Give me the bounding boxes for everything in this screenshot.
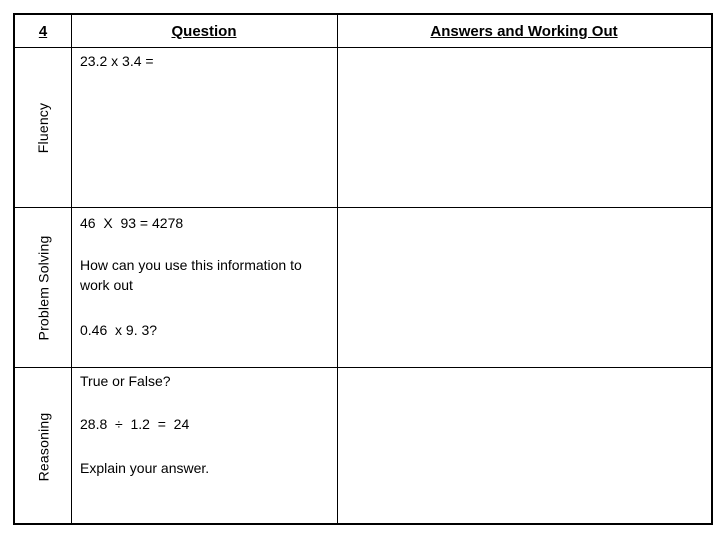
reasoning-label: Reasoning [35, 412, 52, 481]
row-label-fluency [15, 48, 72, 207]
reasoning-prompt: True or False? [80, 373, 171, 389]
question-number: 4 [38, 22, 48, 40]
row-label-problem-solving [15, 208, 72, 367]
header-divider [15, 47, 711, 48]
problem-solving-given: 46 X 93 = 4278 [80, 215, 184, 231]
question-column-header: Question [171, 22, 237, 40]
problem-solving-calculation: 0.46 x 9. 3? [80, 322, 158, 338]
fluency-label: Fluency [35, 102, 52, 153]
column-divider-2 [337, 15, 338, 523]
row-divider-1 [15, 207, 711, 208]
row-label-reasoning [15, 368, 72, 525]
reasoning-answer-area[interactable] [339, 369, 711, 523]
fluency-answer-area[interactable] [339, 49, 711, 206]
problem-solving-label: Problem Solving [35, 235, 52, 340]
worksheet-table [13, 13, 713, 525]
answers-column-header: Answers and Working Out [430, 22, 618, 40]
fluency-question: 23.2 x 3.4 = [80, 53, 154, 69]
reasoning-instruction: Explain your answer. [80, 460, 210, 476]
problem-solving-answer-area[interactable] [339, 209, 711, 366]
reasoning-statement: 28.8 ÷ 1.2 = 24 [80, 416, 190, 432]
problem-solving-prompt: How can you use this information to work out [80, 257, 306, 293]
row-divider-2 [15, 367, 711, 368]
